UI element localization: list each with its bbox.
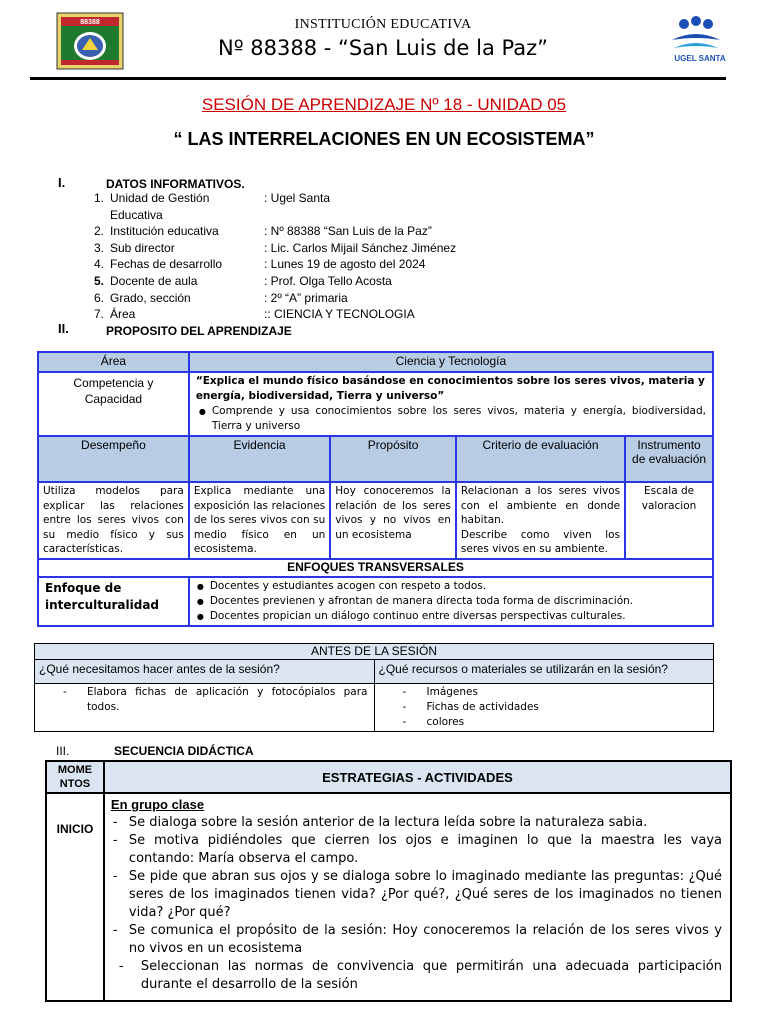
institution-type: INSTITUCIÓN EDUCATIVA	[294, 17, 472, 32]
competencia-label: Competencia y Capacidad	[38, 372, 189, 436]
resource-item: - colores	[375, 715, 710, 730]
proposito-table	[37, 351, 714, 627]
datos-list	[90, 190, 510, 323]
competencia-cell	[189, 372, 713, 436]
datos-item: 1. Unidad de Gestión Educativa : Ugel Santa	[93, 191, 331, 222]
enfoque-label: Enfoque de interculturalidad	[38, 577, 189, 626]
page-header	[30, 8, 736, 80]
datos-item: 3. Sub director : Lic. Carlos Mijail Sánchez Jiménez	[93, 240, 457, 255]
col-estrategias: ESTRATEGIAS - ACTIVIDADES	[104, 761, 731, 793]
institution-name: Nº 88388 - “San Luis de la Paz”	[218, 36, 548, 60]
group-label: En grupo clase	[110, 797, 205, 812]
capacidad-text: ● Comprende y usa conocimientos sobre los seres vivos, materia y energía, biodiversidad, Tierra y universo	[212, 404, 706, 434]
col-momentos: MOMENTOS	[46, 761, 104, 793]
header-divider	[30, 77, 726, 80]
session-title: SESIÓN DE APRENDIZAJE Nº 18 - UNIDAD 05	[201, 95, 567, 114]
datos-item: 7. Área :: CIENCIA Y TECNOLOGIA	[93, 307, 415, 322]
area-value: Ciencia y Tecnología	[189, 352, 713, 372]
enfoques-title: ENFOQUES TRANSVERSALES	[38, 559, 713, 577]
resource-item: - Fichas de actividades	[375, 700, 710, 715]
criterio-cell	[456, 482, 625, 559]
criterio-line: Relacionan a los seres vivos con el ambiente en donde habitan.	[460, 485, 621, 527]
col-proposito: Propósito	[330, 436, 456, 482]
inicio-activities	[104, 793, 731, 1001]
antes-table	[34, 643, 714, 732]
col-desempeno: Desempeño	[38, 436, 189, 482]
instrumento-cell: Escala de valoracion	[625, 482, 713, 559]
enfoque-item: ● Docentes previenen y afrontan de manera directa toda forma de discriminación.	[210, 594, 708, 609]
enfoque-item: ● Docentes y estudiantes acogen con respeto a todos.	[210, 579, 708, 594]
col-evidencia: Evidencia	[189, 436, 330, 482]
resource-item: - Imágenes	[375, 685, 710, 700]
activity-item: - Seleccionan las normas de convivencia que permitirán una adecuada participación durante el desarrollo de la sesión	[111, 958, 722, 994]
datos-item: 4. Fechas de desarrollo : Lunes 19 de agosto del 2024	[93, 257, 426, 272]
antes-answer-1	[35, 684, 375, 732]
section3-title: SECUENCIA DIDÁCTICA	[114, 744, 254, 758]
antes-answer-item: - Elabora fichas de aplicación y fotocópialos para todos.	[35, 685, 368, 715]
competencia-text: “Explica el mundo físico basándose en conocimientos sobre los seres vivos, materia y energía, biodiversidad, Tierra y universo”	[195, 375, 705, 402]
activity-item: - Se pide que abran sus ojos y se dialoga sobre lo imaginado mediante las preguntas: ¿Qué seres de los imaginados tienen vida? ¿Por qué?, ¿Qué seres de los imaginados no tienen vida? ¿Por qué?	[111, 868, 722, 922]
section2-title: PROPOSITO DEL APRENDIZAJE	[106, 324, 292, 338]
section3-number: III.	[56, 744, 70, 758]
antes-question-2: ¿Qué recursos o materiales se utilizarán en la sesión?	[374, 660, 714, 684]
section1-number: I.	[58, 175, 66, 190]
inicio-label: INICIO	[46, 793, 104, 1001]
antes-title: ANTES DE LA SESIÓN	[35, 644, 714, 660]
col-criterio: Criterio de evaluación	[456, 436, 625, 482]
area-label: Área	[38, 352, 189, 372]
shield-text: 88388	[80, 19, 100, 26]
datos-item: 5. Docente de aula : Prof. Olga Tello Acosta	[93, 273, 392, 288]
antes-question-1: ¿Qué necesitamos hacer antes de la sesión?	[35, 660, 375, 684]
activity-item: - Se dialoga sobre la sesión anterior de la lectura leída sobre la naturaleza sabia.	[111, 814, 722, 832]
datos-item: 2. Institución educativa : Nº 88388 “San Luis de la Paz”	[93, 224, 432, 239]
enfoque-cell	[189, 577, 713, 626]
main-title: “ LAS INTERRELACIONES EN UN ECOSISTEMA”	[173, 129, 595, 149]
secuencia-table	[45, 760, 732, 1002]
evidencia-cell: Explica mediante una exposición las relaciones de los seres vivos con su medio físico en un ecosistema.	[189, 482, 330, 559]
criterio-line: Describe como viven los seres vivos en su ambiente.	[460, 528, 621, 556]
activity-item: - Se motiva pidiéndoles que cierren los ojos e imaginen lo que la maestra les vaya contando: María observa el campo.	[111, 832, 722, 868]
col-instrumento: Instrumento de evaluación	[625, 436, 713, 482]
datos-item: 6. Grado, sección : 2º “A” primaria	[93, 290, 348, 305]
section1-title: DATOS INFORMATIVOS.	[106, 177, 245, 191]
proposito-cell: Hoy conoceremos la relación de los seres vivos y no vivos en un ecosistema	[330, 482, 456, 559]
ugel-santa-logo	[660, 12, 730, 72]
enfoque-item: ● Docentes propician un diálogo continuo entre diversas perspectivas culturales.	[210, 609, 708, 624]
ugel-logo-text: UGEL SANTA	[674, 54, 726, 63]
antes-answer-2	[374, 684, 714, 732]
desempeno-cell: Utiliza modelos para explicar las relaciones entre los seres vivos con su medio físico y sus características.	[38, 482, 189, 559]
section2-number: II.	[58, 321, 69, 336]
activity-item: - Se comunica el propósito de la sesión: Hoy conoceremos la relación de los seres vivos y no vivos en un ecosistema	[111, 922, 722, 958]
